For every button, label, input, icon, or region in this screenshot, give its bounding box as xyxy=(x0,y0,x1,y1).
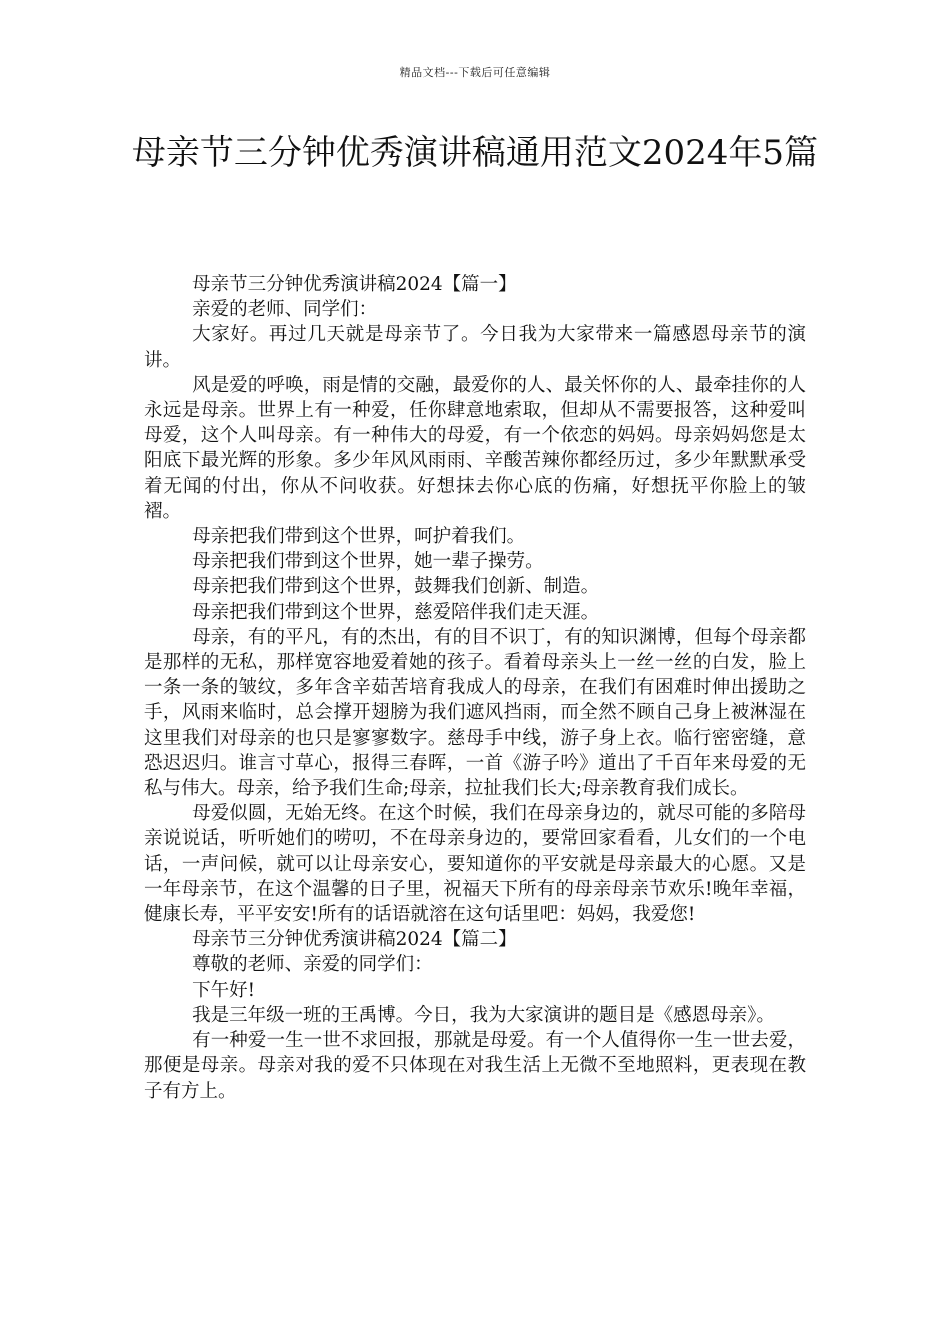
paragraph: 母爱似圆，无始无终。在这个时候，我们在母亲身边的，就尽可能的多陪母亲说说话，听听她们的唠叨，不在母亲身边的，要常回家看看，儿女们的一个电话，一声问候，就可以让母亲安心，要知道你的平安就是母亲最大的心愿。又是一年母亲节，在这个温馨的日子里，祝福天下所有的母亲母亲节欢乐!晚年幸福，健康长寿，平平安安!所有的话语就溶在这句话里吧：妈妈，我爱您! xyxy=(144,803,806,926)
section-heading-2: 母亲节三分钟优秀演讲稿2024【篇二】 xyxy=(192,929,517,951)
document-title: 母亲节三分钟优秀演讲稿通用范文2024年5篇 xyxy=(131,133,819,173)
paragraph: 大家好。再过几天就是母亲节了。今日我为大家带来一篇感恩母亲节的演讲。 xyxy=(144,324,806,371)
document-body xyxy=(144,272,806,1104)
salutation: 亲爱的老师、同学们： xyxy=(192,299,378,321)
greeting: 下午好! xyxy=(192,979,256,1001)
paragraph: 母亲，有的平凡，有的杰出，有的目不识丁，有的知识渊博，但每个母亲都是那样的无私，那样宽容地爱着她的孩子。看着母亲头上一丝一丝的白发，脸上一条一条的皱纹，多年含辛茹苦培育我成人的母亲，在我们有困难时伸出援助之手，风雨来临时，总会撑开翅膀为我们遮风挡雨，而全然不顾自己身上被淋湿在这里我们对母亲的也只是寥寥数字。慈母手中线，游子身上衣。临行密密缝，意恐迟迟归。谁言寸草心，报得三春晖，一首《游子吟》道出了千百年来母爱的无私与伟大。母亲，给予我们生命;母亲，拉扯我们长大;母亲教育我们成长。 xyxy=(144,626,806,800)
salutation: 尊敬的老师、亲爱的同学们： xyxy=(192,954,433,976)
paragraph: 母亲把我们带到这个世界，慈爱陪伴我们走天涯。 xyxy=(192,601,600,623)
paragraph: 母亲把我们带到这个世界，鼓舞我们创新、制造。 xyxy=(192,576,600,598)
paragraph: 母亲把我们带到这个世界，呵护着我们。 xyxy=(192,526,526,548)
paragraph: 风是爱的呼唤，雨是情的交融，最爱你的人、最关怀你的人、最牵挂你的人永远是母亲。世界上有一种爱，任你肆意地索取，但却从不需要报答，这种爱叫母爱，这个人叫母亲。有一种伟大的母爱，有一个依恋的妈妈。母亲妈妈您是太阳底下最光辉的形象。多少年风风雨雨、辛酸苦辣你都经历过，多少年默默承受着无闻的付出，你从不问收获。好想抹去你心底的伤痛，好想抚平你脸上的皱褶。 xyxy=(144,374,806,522)
header-note: 精品文档---下载后可任意编辑 xyxy=(399,66,551,79)
section-heading-1: 母亲节三分钟优秀演讲稿2024【篇一】 xyxy=(192,274,517,295)
paragraph: 母亲把我们带到这个世界，她一辈子操劳。 xyxy=(192,551,544,573)
paragraph: 我是三年级一班的王禹博。今日，我为大家演讲的题目是《感恩母亲》。 xyxy=(192,1004,775,1026)
paragraph: 有一种爱一生一世不求回报，那就是母爱。有一个人值得你一生一世去爱，那便是母亲。母亲对我的爱不只体现在对我生活上无微不至地照料，更表现在教子有方上。 xyxy=(144,1030,806,1102)
